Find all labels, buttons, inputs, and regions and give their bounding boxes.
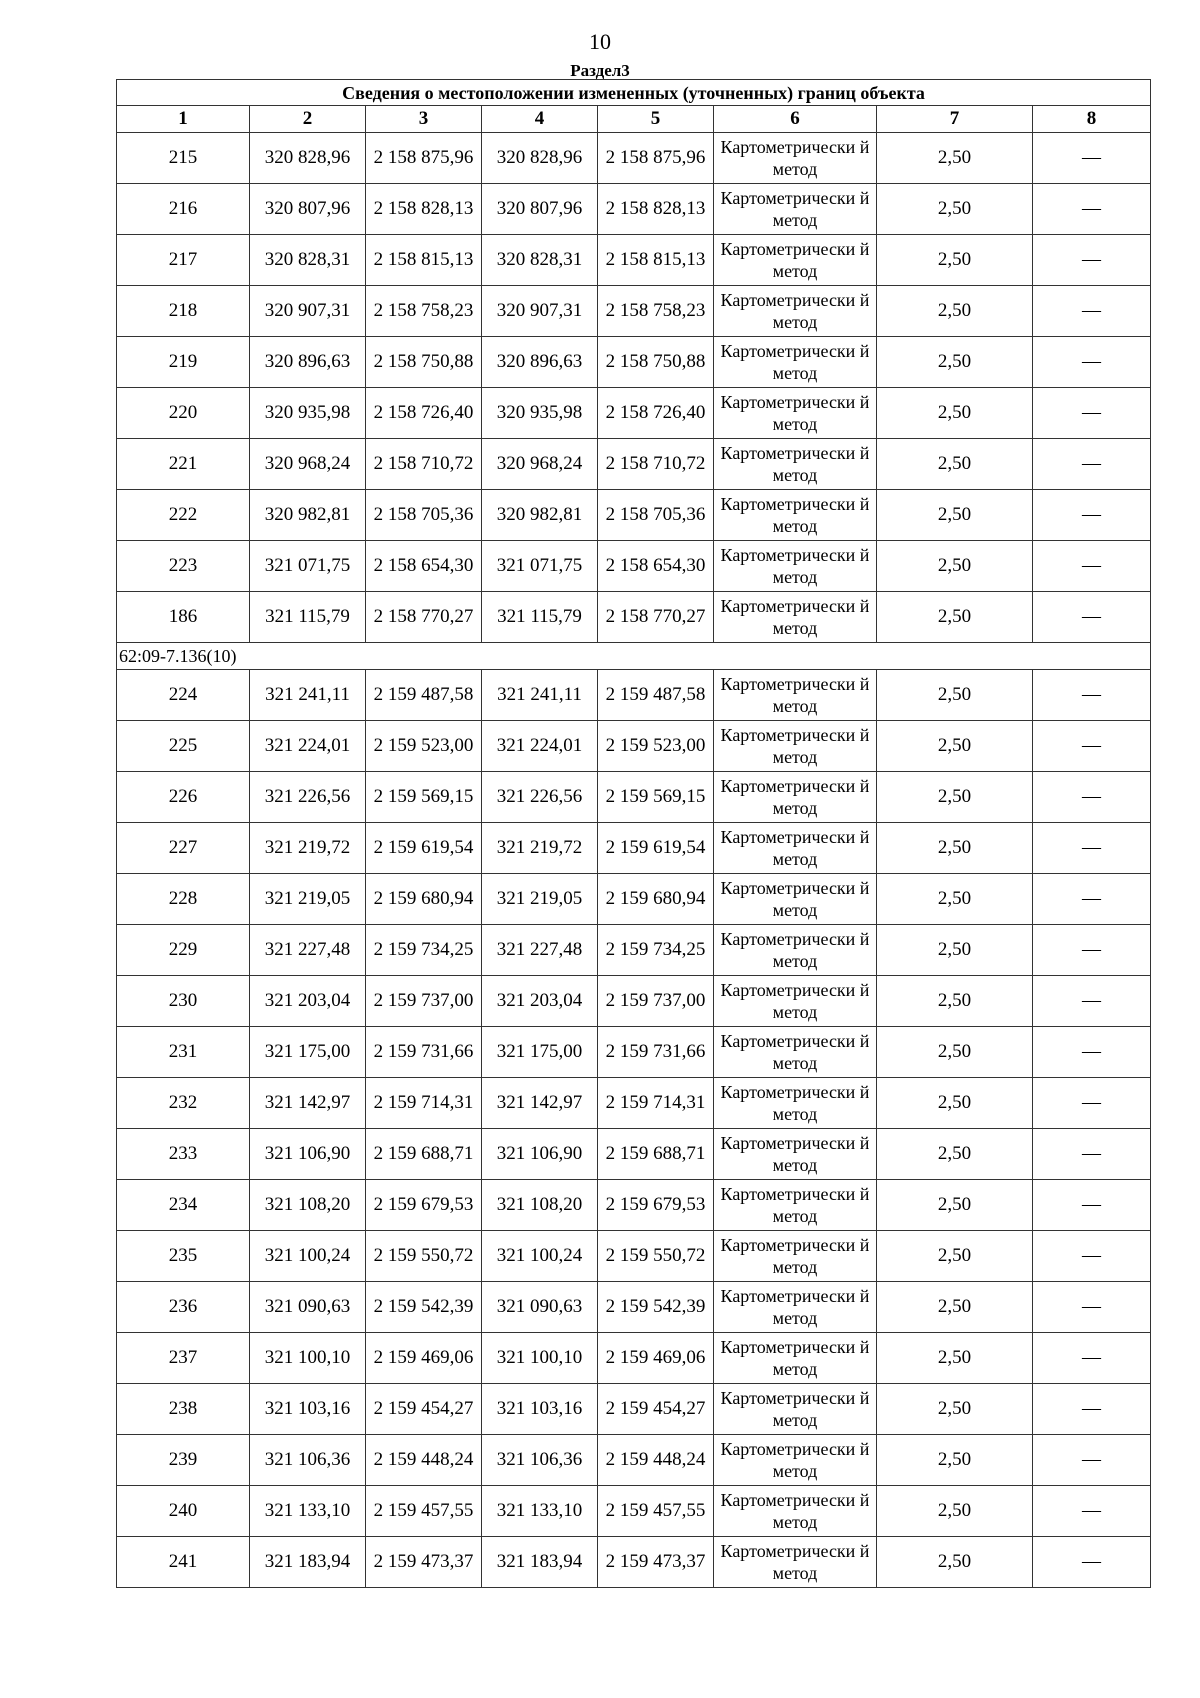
x-new-cell: 321 203,04 [482,976,598,1027]
description-cell: — [1033,1537,1151,1588]
y-new-cell: 2 159 542,39 [598,1282,714,1333]
method-cell: Картометрически й метод [714,874,877,925]
table-row [117,286,1151,337]
point-number-cell: 230 [117,976,250,1027]
y-new-cell: 2 158 710,72 [598,439,714,490]
method-cell: Картометрически й метод [714,670,877,721]
y-existing-cell: 2 159 680,94 [366,874,482,925]
accuracy-cell: 2,50 [877,1180,1033,1231]
x-existing-cell: 321 219,72 [250,823,366,874]
y-existing-cell: 2 158 770,27 [366,592,482,643]
y-new-cell: 2 159 448,24 [598,1435,714,1486]
x-new-cell: 320 982,81 [482,490,598,541]
coordinates-table [116,79,1151,1588]
table-row [117,1333,1151,1384]
point-number-cell: 231 [117,1027,250,1078]
table-row [117,823,1151,874]
accuracy-cell: 2,50 [877,541,1033,592]
x-new-cell: 321 133,10 [482,1486,598,1537]
y-existing-cell: 2 159 454,27 [366,1384,482,1435]
x-new-cell: 321 100,10 [482,1333,598,1384]
table-row [117,1027,1151,1078]
table-caption: Сведения о местоположении измененных (уточненных) границ объекта [117,80,1151,106]
x-new-cell: 320 896,63 [482,337,598,388]
description-cell: — [1033,439,1151,490]
y-existing-cell: 2 159 457,55 [366,1486,482,1537]
description-cell: — [1033,1027,1151,1078]
method-cell: Картометрически й метод [714,133,877,184]
description-cell: — [1033,1384,1151,1435]
y-existing-cell: 2 159 714,31 [366,1078,482,1129]
y-new-cell: 2 158 726,40 [598,388,714,439]
table-row [117,1537,1151,1588]
column-header: 2 [250,106,366,133]
method-cell: Картометрически й метод [714,1282,877,1333]
point-number-cell: 235 [117,1231,250,1282]
point-number-cell: 226 [117,772,250,823]
y-existing-cell: 2 159 487,58 [366,670,482,721]
y-existing-cell: 2 159 737,00 [366,976,482,1027]
y-new-cell: 2 158 770,27 [598,592,714,643]
table-row [117,592,1151,643]
description-cell: — [1033,1486,1151,1537]
x-new-cell: 320 935,98 [482,388,598,439]
description-cell: — [1033,235,1151,286]
accuracy-cell: 2,50 [877,337,1033,388]
accuracy-cell: 2,50 [877,1231,1033,1282]
table-row [117,721,1151,772]
x-new-cell: 321 142,97 [482,1078,598,1129]
table-row [117,1078,1151,1129]
y-existing-cell: 2 158 726,40 [366,388,482,439]
x-existing-cell: 321 071,75 [250,541,366,592]
y-existing-cell: 2 158 750,88 [366,337,482,388]
table-row [117,1129,1151,1180]
description-cell: — [1033,1435,1151,1486]
y-new-cell: 2 159 473,37 [598,1537,714,1588]
y-existing-cell: 2 159 469,06 [366,1333,482,1384]
point-number-cell: 186 [117,592,250,643]
y-existing-cell: 2 158 758,23 [366,286,482,337]
table-row [117,133,1151,184]
accuracy-cell: 2,50 [877,1384,1033,1435]
column-header: 6 [714,106,877,133]
description-cell: — [1033,670,1151,721]
y-new-cell: 2 159 734,25 [598,925,714,976]
accuracy-cell: 2,50 [877,490,1033,541]
accuracy-cell: 2,50 [877,235,1033,286]
point-number-cell: 219 [117,337,250,388]
method-cell: Картометрически й метод [714,184,877,235]
y-new-cell: 2 159 523,00 [598,721,714,772]
description-cell: — [1033,286,1151,337]
method-cell: Картометрически й метод [714,1180,877,1231]
accuracy-cell: 2,50 [877,1078,1033,1129]
y-new-cell: 2 159 469,06 [598,1333,714,1384]
y-existing-cell: 2 158 705,36 [366,490,482,541]
x-new-cell: 320 828,96 [482,133,598,184]
table-row [117,439,1151,490]
method-cell: Картометрически й метод [714,1078,877,1129]
accuracy-cell: 2,50 [877,823,1033,874]
table-row [117,184,1151,235]
x-new-cell: 321 106,36 [482,1435,598,1486]
table-row [117,1180,1151,1231]
method-cell: Картометрически й метод [714,337,877,388]
accuracy-cell: 2,50 [877,721,1033,772]
y-new-cell: 2 159 714,31 [598,1078,714,1129]
point-number-cell: 228 [117,874,250,925]
y-existing-cell: 2 159 731,66 [366,1027,482,1078]
x-new-cell: 321 227,48 [482,925,598,976]
x-existing-cell: 320 968,24 [250,439,366,490]
x-existing-cell: 321 203,04 [250,976,366,1027]
accuracy-cell: 2,50 [877,1129,1033,1180]
section-title: Раздел3 [570,61,630,80]
y-existing-cell: 2 158 654,30 [366,541,482,592]
x-new-cell: 320 828,31 [482,235,598,286]
method-cell: Картометрически й метод [714,592,877,643]
x-existing-cell: 321 090,63 [250,1282,366,1333]
y-existing-cell: 2 159 473,37 [366,1537,482,1588]
point-number-cell: 215 [117,133,250,184]
x-new-cell: 321 115,79 [482,592,598,643]
x-existing-cell: 321 183,94 [250,1537,366,1588]
accuracy-cell: 2,50 [877,184,1033,235]
group-label: 62:09-7.136(10) [117,643,1151,670]
column-header: 7 [877,106,1033,133]
y-new-cell: 2 158 815,13 [598,235,714,286]
method-cell: Картометрически й метод [714,925,877,976]
y-new-cell: 2 158 875,96 [598,133,714,184]
description-cell: — [1033,1078,1151,1129]
accuracy-cell: 2,50 [877,976,1033,1027]
table-row [117,1282,1151,1333]
y-existing-cell: 2 159 542,39 [366,1282,482,1333]
description-cell: — [1033,976,1151,1027]
point-number-cell: 221 [117,439,250,490]
description-cell: — [1033,337,1151,388]
table-row [117,235,1151,286]
table-row [117,1486,1151,1537]
point-number-cell: 241 [117,1537,250,1588]
method-cell: Картометрически й метод [714,721,877,772]
column-header: 3 [366,106,482,133]
x-existing-cell: 321 142,97 [250,1078,366,1129]
description-cell: — [1033,1231,1151,1282]
x-new-cell: 321 224,01 [482,721,598,772]
method-cell: Картометрически й метод [714,1027,877,1078]
x-existing-cell: 321 100,24 [250,1231,366,1282]
description-cell: — [1033,1180,1151,1231]
y-existing-cell: 2 159 550,72 [366,1231,482,1282]
page-number: 10 [589,29,611,54]
y-existing-cell: 2 158 875,96 [366,133,482,184]
point-number-cell: 239 [117,1435,250,1486]
y-existing-cell: 2 159 619,54 [366,823,482,874]
y-new-cell: 2 159 569,15 [598,772,714,823]
y-new-cell: 2 159 737,00 [598,976,714,1027]
point-number-cell: 218 [117,286,250,337]
column-header-row [117,106,1151,133]
point-number-cell: 222 [117,490,250,541]
description-cell: — [1033,874,1151,925]
table-row [117,388,1151,439]
description-cell: — [1033,133,1151,184]
y-new-cell: 2 159 731,66 [598,1027,714,1078]
accuracy-cell: 2,50 [877,592,1033,643]
x-new-cell: 321 226,56 [482,772,598,823]
x-existing-cell: 320 807,96 [250,184,366,235]
accuracy-cell: 2,50 [877,388,1033,439]
point-number-cell: 217 [117,235,250,286]
x-new-cell: 321 241,11 [482,670,598,721]
method-cell: Картометрически й метод [714,1384,877,1435]
description-cell: — [1033,1129,1151,1180]
table-row [117,772,1151,823]
x-existing-cell: 320 828,31 [250,235,366,286]
x-existing-cell: 321 219,05 [250,874,366,925]
method-cell: Картометрически й метод [714,490,877,541]
point-number-cell: 224 [117,670,250,721]
description-cell: — [1033,184,1151,235]
description-cell: — [1033,1333,1151,1384]
table-row [117,670,1151,721]
method-cell: Картометрически й метод [714,1333,877,1384]
point-number-cell: 240 [117,1486,250,1537]
table-row [117,976,1151,1027]
y-existing-cell: 2 159 679,53 [366,1180,482,1231]
table-row [117,490,1151,541]
x-new-cell: 320 807,96 [482,184,598,235]
group-row [117,643,1151,670]
x-new-cell: 320 968,24 [482,439,598,490]
y-existing-cell: 2 159 569,15 [366,772,482,823]
table-row [117,925,1151,976]
y-existing-cell: 2 159 448,24 [366,1435,482,1486]
table-row [117,1384,1151,1435]
y-new-cell: 2 159 679,53 [598,1180,714,1231]
description-cell: — [1033,823,1151,874]
table-row [117,541,1151,592]
x-existing-cell: 321 103,16 [250,1384,366,1435]
x-existing-cell: 321 241,11 [250,670,366,721]
x-existing-cell: 321 224,01 [250,721,366,772]
y-new-cell: 2 159 454,27 [598,1384,714,1435]
description-cell: — [1033,772,1151,823]
y-new-cell: 2 159 619,54 [598,823,714,874]
x-existing-cell: 321 175,00 [250,1027,366,1078]
point-number-cell: 229 [117,925,250,976]
accuracy-cell: 2,50 [877,439,1033,490]
y-existing-cell: 2 159 734,25 [366,925,482,976]
description-cell: — [1033,592,1151,643]
x-existing-cell: 321 106,36 [250,1435,366,1486]
description-cell: — [1033,490,1151,541]
accuracy-cell: 2,50 [877,1282,1033,1333]
x-new-cell: 321 108,20 [482,1180,598,1231]
method-cell: Картометрически й метод [714,1486,877,1537]
accuracy-cell: 2,50 [877,1486,1033,1537]
description-cell: — [1033,388,1151,439]
x-existing-cell: 320 907,31 [250,286,366,337]
accuracy-cell: 2,50 [877,1333,1033,1384]
point-number-cell: 233 [117,1129,250,1180]
point-number-cell: 223 [117,541,250,592]
x-new-cell: 320 907,31 [482,286,598,337]
x-new-cell: 321 219,05 [482,874,598,925]
accuracy-cell: 2,50 [877,286,1033,337]
method-cell: Картометрически й метод [714,1537,877,1588]
point-number-cell: 234 [117,1180,250,1231]
point-number-cell: 237 [117,1333,250,1384]
accuracy-cell: 2,50 [877,925,1033,976]
method-cell: Картометрически й метод [714,286,877,337]
y-new-cell: 2 158 828,13 [598,184,714,235]
method-cell: Картометрически й метод [714,235,877,286]
x-existing-cell: 321 100,10 [250,1333,366,1384]
method-cell: Картометрически й метод [714,823,877,874]
y-new-cell: 2 158 750,88 [598,337,714,388]
point-number-cell: 225 [117,721,250,772]
accuracy-cell: 2,50 [877,670,1033,721]
method-cell: Картометрически й метод [714,388,877,439]
method-cell: Картометрически й метод [714,541,877,592]
table-row [117,1231,1151,1282]
x-existing-cell: 320 896,63 [250,337,366,388]
y-new-cell: 2 159 680,94 [598,874,714,925]
method-cell: Картометрически й метод [714,1435,877,1486]
accuracy-cell: 2,50 [877,772,1033,823]
y-new-cell: 2 159 487,58 [598,670,714,721]
method-cell: Картометрически й метод [714,1231,877,1282]
x-new-cell: 321 183,94 [482,1537,598,1588]
column-header: 5 [598,106,714,133]
y-new-cell: 2 158 705,36 [598,490,714,541]
accuracy-cell: 2,50 [877,133,1033,184]
table-row [117,337,1151,388]
x-existing-cell: 321 115,79 [250,592,366,643]
x-new-cell: 321 100,24 [482,1231,598,1282]
x-new-cell: 321 090,63 [482,1282,598,1333]
table-row [117,1435,1151,1486]
y-new-cell: 2 158 654,30 [598,541,714,592]
x-existing-cell: 321 108,20 [250,1180,366,1231]
description-cell: — [1033,541,1151,592]
y-new-cell: 2 158 758,23 [598,286,714,337]
x-new-cell: 321 071,75 [482,541,598,592]
y-new-cell: 2 159 550,72 [598,1231,714,1282]
column-header: 4 [482,106,598,133]
x-new-cell: 321 219,72 [482,823,598,874]
point-number-cell: 216 [117,184,250,235]
accuracy-cell: 2,50 [877,1435,1033,1486]
accuracy-cell: 2,50 [877,1027,1033,1078]
table-row [117,874,1151,925]
x-new-cell: 321 106,90 [482,1129,598,1180]
y-existing-cell: 2 158 828,13 [366,184,482,235]
y-new-cell: 2 159 688,71 [598,1129,714,1180]
column-header: 8 [1033,106,1151,133]
point-number-cell: 220 [117,388,250,439]
x-existing-cell: 321 226,56 [250,772,366,823]
y-new-cell: 2 159 457,55 [598,1486,714,1537]
y-existing-cell: 2 159 688,71 [366,1129,482,1180]
method-cell: Картометрически й метод [714,439,877,490]
x-existing-cell: 321 106,90 [250,1129,366,1180]
point-number-cell: 236 [117,1282,250,1333]
description-cell: — [1033,721,1151,772]
x-existing-cell: 320 935,98 [250,388,366,439]
accuracy-cell: 2,50 [877,1537,1033,1588]
method-cell: Картометрически й метод [714,1129,877,1180]
accuracy-cell: 2,50 [877,874,1033,925]
method-cell: Картометрически й метод [714,772,877,823]
y-existing-cell: 2 159 523,00 [366,721,482,772]
y-existing-cell: 2 158 815,13 [366,235,482,286]
x-existing-cell: 320 982,81 [250,490,366,541]
table-body [117,80,1151,1588]
x-new-cell: 321 175,00 [482,1027,598,1078]
table-caption-row [117,80,1151,106]
description-cell: — [1033,1282,1151,1333]
description-cell: — [1033,925,1151,976]
x-new-cell: 321 103,16 [482,1384,598,1435]
x-existing-cell: 321 133,10 [250,1486,366,1537]
x-existing-cell: 321 227,48 [250,925,366,976]
point-number-cell: 227 [117,823,250,874]
method-cell: Картометрически й метод [714,976,877,1027]
column-header: 1 [117,106,250,133]
point-number-cell: 232 [117,1078,250,1129]
point-number-cell: 238 [117,1384,250,1435]
y-existing-cell: 2 158 710,72 [366,439,482,490]
x-existing-cell: 320 828,96 [250,133,366,184]
